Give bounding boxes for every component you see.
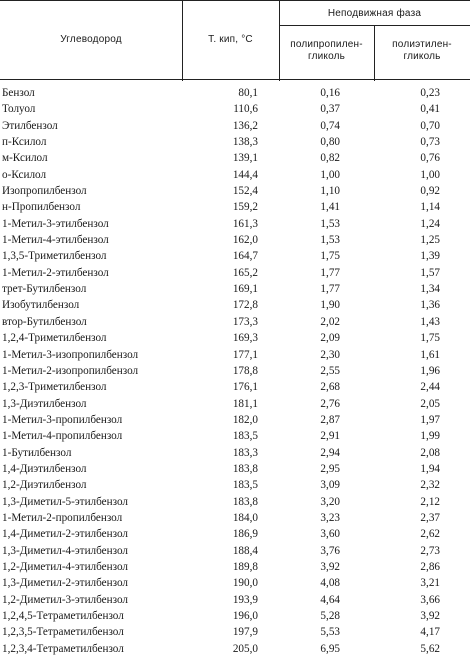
peg-value-cell: 1,97 <box>420 413 440 426</box>
ppg-value-cell: 3,76 <box>320 544 340 557</box>
compound-cell: 1-Метил-2-этилбензол <box>2 266 109 279</box>
ppg-value-cell: 1,77 <box>320 266 340 279</box>
boiling-point-cell: 183,5 <box>232 479 258 492</box>
ppg-value-cell: 3,92 <box>320 560 340 573</box>
ppg-value-cell: 0,82 <box>320 152 340 165</box>
boiling-point-cell: 161,3 <box>232 217 258 230</box>
boiling-point-cell: 197,9 <box>232 626 258 639</box>
ppg-value-cell: 2,91 <box>320 430 340 443</box>
table-row <box>0 265 470 281</box>
table-row <box>0 330 470 346</box>
boiling-point-cell: 110,6 <box>233 103 258 116</box>
peg-value-cell: 2,32 <box>420 479 440 492</box>
compound-cell: Этилбензол <box>2 119 58 132</box>
table-row <box>0 575 470 591</box>
ppg-value-cell: 0,80 <box>320 136 340 149</box>
boiling-point-cell: 138,3 <box>232 136 258 149</box>
table-row <box>0 592 470 608</box>
peg-value-cell: 0,23 <box>420 87 440 99</box>
header-polypropylene-glycol: полипропилен- гликоль <box>290 39 363 62</box>
compound-cell: 1,3-Диэтилбензол <box>2 397 87 410</box>
compound-cell: 1,4-Диметил-2-этилбензол <box>2 528 129 541</box>
table-row <box>0 396 470 412</box>
compound-cell: 1,2,4-Триметилбензол <box>2 332 107 345</box>
table-row <box>0 445 470 461</box>
ppg-value-cell: 4,64 <box>320 593 340 606</box>
peg-value-cell: 1,57 <box>420 266 440 279</box>
boiling-point-cell: 181,1 <box>232 397 258 410</box>
table-row <box>0 428 470 444</box>
ppg-value-cell: 0,16 <box>320 87 340 99</box>
compound-cell: 1-Бутилбензол <box>2 446 72 459</box>
compound-cell: 1-Метил-4-пропилбензол <box>2 430 123 443</box>
table-row <box>0 641 470 657</box>
compound-cell: 1,4-Диэтилбензол <box>2 462 87 475</box>
table-row <box>0 248 470 264</box>
table-row <box>0 167 470 183</box>
ppg-value-cell: 1,53 <box>320 234 340 247</box>
ppg-value-cell: 3,20 <box>320 495 340 508</box>
peg-value-cell: 3,21 <box>420 577 440 590</box>
peg-value-cell: 1,43 <box>420 315 440 328</box>
boiling-point-cell: 183,8 <box>232 495 258 508</box>
compound-cell: 1-Метил-3-изопропилбензол <box>2 348 139 361</box>
peg-value-cell: 0,73 <box>420 136 440 149</box>
header-polyethylene-glycol: полиэтилен- гликоль <box>392 39 452 62</box>
boiling-point-cell: 186,9 <box>232 528 258 541</box>
boiling-point-cell: 136,2 <box>232 119 258 132</box>
compound-cell: м-Ксилол <box>2 152 48 165</box>
peg-value-cell: 1,96 <box>420 364 440 377</box>
table-row <box>0 101 470 117</box>
peg-value-cell: 2,37 <box>420 511 440 524</box>
ppg-value-cell: 1,00 <box>320 168 340 181</box>
ppg-value-cell: 3,60 <box>320 528 340 541</box>
header-compound: Углеводород <box>60 34 122 45</box>
boiling-point-cell: 196,0 <box>232 610 258 622</box>
boiling-point-cell: 144,4 <box>232 168 258 181</box>
compound-cell: 1,2,3,5-Тетраметилбензол <box>2 626 124 639</box>
compound-cell: 1,2,3-Триметилбензол <box>2 381 107 394</box>
ppg-value-cell: 5,53 <box>320 626 340 639</box>
ppg-value-cell: 2,55 <box>320 364 340 377</box>
compound-cell: Толуол <box>2 103 36 116</box>
boiling-point-cell: 183,3 <box>232 446 258 459</box>
boiling-point-cell: 164,7 <box>232 250 258 263</box>
boiling-point-cell: 184,0 <box>232 511 258 524</box>
peg-value-cell: 0,70 <box>420 119 440 132</box>
boiling-point-cell: 152,4 <box>232 185 258 198</box>
boiling-point-cell: 183,5 <box>232 430 258 443</box>
compound-cell: 1,3-Диметил-4-этилбензол <box>2 544 129 557</box>
ppg-value-cell: 0,37 <box>320 103 340 116</box>
peg-value-cell: 0,92 <box>420 185 440 198</box>
peg-value-cell: 1,00 <box>420 168 440 181</box>
ppg-value-cell: 2,09 <box>320 332 340 345</box>
compound-cell: 1,3-Диметил-5-этилбензол <box>2 495 129 508</box>
peg-value-cell: 2,44 <box>420 381 440 394</box>
ppg-value-cell: 2,02 <box>320 315 340 328</box>
ppg-value-cell: 3,23 <box>320 511 340 524</box>
header-boiling-point: Т. кип, °С <box>208 34 253 45</box>
table-row <box>0 297 470 313</box>
compound-cell: Бензол <box>2 87 35 99</box>
peg-value-cell: 0,76 <box>420 152 440 165</box>
peg-value-cell: 1,75 <box>420 332 440 345</box>
peg-value-cell: 1,14 <box>420 201 440 214</box>
boiling-point-cell: 178,8 <box>232 364 258 377</box>
ppg-value-cell: 2,68 <box>320 381 340 394</box>
table-row <box>0 543 470 559</box>
compound-cell: 1-Метил-2-изопропилбензол <box>2 364 139 377</box>
peg-value-cell: 2,86 <box>420 560 440 573</box>
ppg-value-cell: 1,75 <box>320 250 340 263</box>
table-row <box>0 559 470 575</box>
compound-cell: п-Ксилол <box>2 136 47 149</box>
ppg-value-cell: 2,95 <box>320 462 340 475</box>
table-row <box>0 183 470 199</box>
ppg-value-cell: 1,10 <box>320 185 340 198</box>
ppg-value-cell: 1,41 <box>320 201 340 214</box>
compound-cell: трет-Бутилбензол <box>2 283 87 296</box>
ppg-value-cell: 1,53 <box>320 217 340 230</box>
peg-value-cell: 2,05 <box>420 397 440 410</box>
compound-cell: втор-Бутилбензол <box>2 315 87 328</box>
table-row <box>0 477 470 493</box>
table-row <box>0 85 470 101</box>
ppg-value-cell: 2,94 <box>320 446 340 459</box>
table-row <box>0 150 470 166</box>
peg-value-cell: 2,08 <box>420 446 440 459</box>
table-row <box>0 314 470 330</box>
peg-value-cell: 3,92 <box>420 610 440 622</box>
peg-value-cell: 2,73 <box>420 544 440 557</box>
boiling-point-cell: 159,2 <box>232 201 258 214</box>
peg-value-cell: 1,94 <box>420 462 440 475</box>
compound-cell: 1-Метил-2-пропилбензол <box>2 511 123 524</box>
compound-cell: 1-Метил-4-этилбензол <box>2 234 109 247</box>
compound-cell: 1,2,4,5-Тетраметилбензол <box>2 610 124 622</box>
compound-cell: 1-Метил-3-пропилбензол <box>2 413 123 426</box>
peg-value-cell: 1,36 <box>420 299 440 312</box>
boiling-point-cell: 169,1 <box>232 283 258 296</box>
peg-value-cell: 1,25 <box>420 234 440 247</box>
peg-value-cell: 0,41 <box>420 103 440 116</box>
table-row <box>0 363 470 379</box>
boiling-point-cell: 162,0 <box>232 234 258 247</box>
boiling-point-cell: 177,1 <box>232 348 258 361</box>
table-row <box>0 624 470 640</box>
table-row <box>0 379 470 395</box>
compound-cell: 1-Метил-3-этилбензол <box>2 217 109 230</box>
table-body <box>0 85 470 657</box>
table-row <box>0 118 470 134</box>
header-stationary-phase: Неподвижная фаза <box>327 8 422 19</box>
boiling-point-cell: 205,0 <box>232 642 258 655</box>
compound-cell: 1,2-Диметил-4-этилбензол <box>2 560 129 573</box>
table-row <box>0 347 470 363</box>
compound-cell: о-Ксилол <box>2 168 47 181</box>
table-row <box>0 494 470 510</box>
table-header <box>0 0 470 80</box>
ppg-value-cell: 1,77 <box>320 283 340 296</box>
compound-cell: н-Пропилбензол <box>2 201 81 214</box>
peg-value-cell: 2,12 <box>420 495 440 508</box>
boiling-point-cell: 172,8 <box>232 299 258 312</box>
boiling-point-cell: 189,8 <box>232 560 258 573</box>
table-row <box>0 412 470 428</box>
peg-value-cell: 4,17 <box>420 626 440 639</box>
boiling-point-cell: 139,1 <box>232 152 258 165</box>
table-row <box>0 232 470 248</box>
ppg-value-cell: 2,87 <box>320 413 340 426</box>
table-row <box>0 526 470 542</box>
peg-value-cell: 1,99 <box>420 430 440 443</box>
table-row <box>0 199 470 215</box>
table-row <box>0 216 470 232</box>
compound-cell: 1,2-Диметил-3-этилбензол <box>2 593 129 606</box>
table-row <box>0 281 470 297</box>
peg-value-cell: 1,34 <box>420 283 440 296</box>
peg-value-cell: 1,39 <box>420 250 440 263</box>
boiling-point-cell: 190,0 <box>232 577 258 590</box>
boiling-point-cell: 193,9 <box>232 593 258 606</box>
compound-cell: 1,3-Диметил-2-этилбензол <box>2 577 129 590</box>
ppg-value-cell: 6,95 <box>320 642 340 655</box>
header-divider <box>279 25 470 26</box>
compound-cell: Изобутилбензол <box>2 299 80 312</box>
ppg-value-cell: 4,08 <box>320 577 340 590</box>
compound-cell: 1,3,5-Триметилбензол <box>2 250 107 263</box>
peg-value-cell: 1,61 <box>420 348 440 361</box>
boiling-point-cell: 182,0 <box>232 413 258 426</box>
peg-value-cell: 1,24 <box>420 217 440 230</box>
ppg-value-cell: 0,74 <box>320 119 340 132</box>
table-row <box>0 134 470 150</box>
table-row <box>0 608 470 624</box>
compound-cell: 1,2-Диэтилбензол <box>2 479 87 492</box>
ppg-value-cell: 1,90 <box>320 299 340 312</box>
compound-cell: Изопропилбензол <box>2 185 87 198</box>
boiling-point-cell: 183,8 <box>232 462 258 475</box>
peg-value-cell: 2,62 <box>420 528 440 541</box>
table-row <box>0 461 470 477</box>
compound-cell: 1,2,3,4-Тетраметилбензол <box>2 642 124 655</box>
ppg-value-cell: 2,76 <box>320 397 340 410</box>
peg-value-cell: 5,62 <box>420 642 440 655</box>
ppg-value-cell: 2,30 <box>320 348 340 361</box>
boiling-point-cell: 176,1 <box>232 381 258 394</box>
ppg-value-cell: 5,28 <box>320 610 340 622</box>
boiling-point-cell: 173,3 <box>232 315 258 328</box>
boiling-point-cell: 188,4 <box>232 544 258 557</box>
ppg-value-cell: 3,09 <box>320 479 340 492</box>
table-row <box>0 510 470 526</box>
boiling-point-cell: 169,3 <box>232 332 258 345</box>
peg-value-cell: 3,66 <box>420 593 440 606</box>
boiling-point-cell: 80,1 <box>238 87 258 99</box>
boiling-point-cell: 165,2 <box>232 266 258 279</box>
